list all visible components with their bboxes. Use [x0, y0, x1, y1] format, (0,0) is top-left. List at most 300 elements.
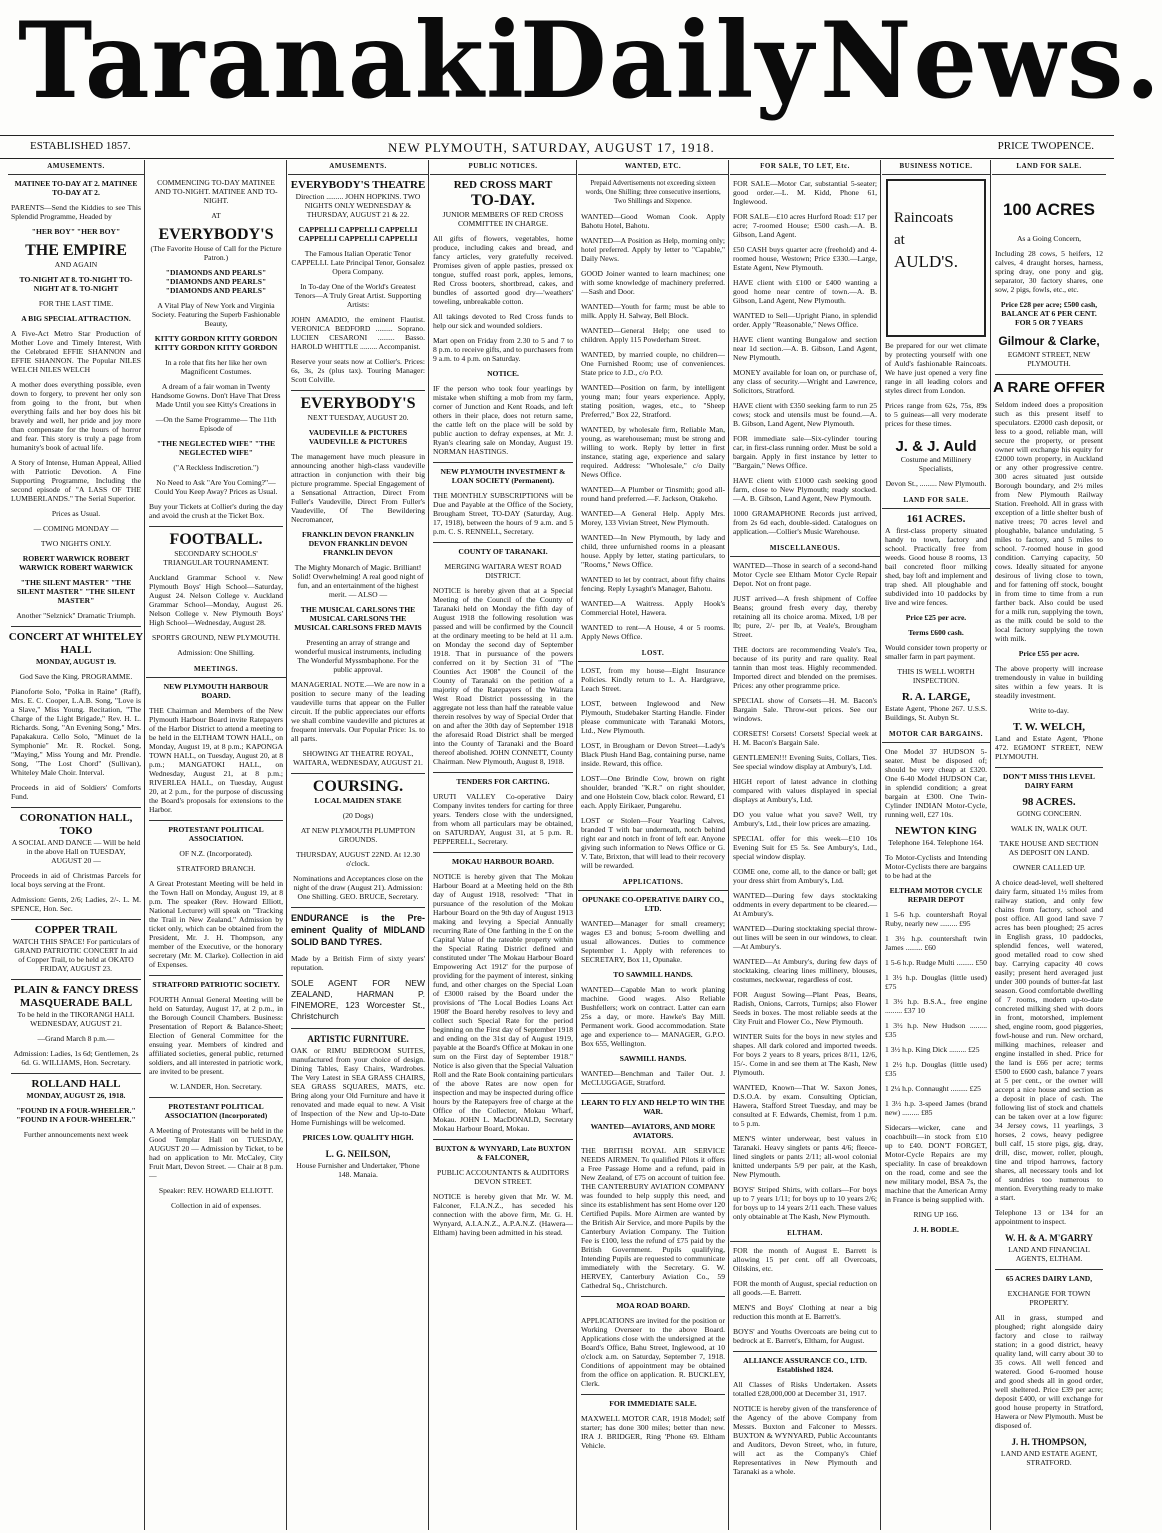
wanted-ad: WANTED—Good Woman Cook. Apply Bahotu Hotel, Bahotu. [581, 212, 725, 230]
raincoats-word: Raincoats [894, 210, 954, 226]
myss-text: Presenting an array of strange and wonderful musical instruments, including The Wonderful Myssmbaphone. For the public approval. [294, 638, 422, 674]
divider [11, 626, 141, 627]
divider [149, 975, 283, 976]
matinee-notice: MATINEE TO-DAY AT 2. MATINEE TO-DAY AT 2. [14, 179, 138, 197]
her-boy-title: "HER BOY" "HER BOY" [31, 227, 121, 236]
misc-ad: HIGH report of latest advance in clothing compared with values displayed in special displays at Ambury's, Ltd. [733, 777, 877, 804]
magic-text: The Mighty Monarch of Magic. Brilliant! Solid! Overwhelming! A real good night of fun, and an entertainment of the highest merit. — ALSO — [292, 563, 424, 599]
concert-note: Proceeds in aid of Soldiers' Comforts Fund. [11, 783, 141, 801]
protestant2-text: A Meeting of Protestants will be held in the Good Templar Hall on TUESDAY, AUGUST 20 — Admission by Ticket, to be had on application to Mr. McCaley, City Fruit Mart, Devon Street. — Chair at 8 p.m. — [149, 1126, 283, 1180]
mcgarry-name: W. H. & A. M'GARRY [1004, 1233, 1094, 1243]
sawmill-hands-title: SAWMILL HANDS. [619, 1054, 687, 1063]
column-header: BUSINESS NOTICE. [882, 160, 990, 175]
acres65-title: 65 ACRES DAIRY LAND, [1005, 1274, 1093, 1283]
grand-march: —Grand March 8 p.m.— [37, 1034, 115, 1043]
masthead-word-news: News. [820, 0, 1162, 122]
meetings-header: MEETINGS. [146, 663, 286, 678]
cappelli-names: CAPPELLI CAPPELLI CAPPELLI CAPPELLI CAPPELLI CAPPELLI [298, 225, 418, 243]
misc-header: MISCELLANEOUS. [730, 542, 880, 557]
misc-ad: CORSETS! Corsets! Corsets! Special week at H. M. Bacon's Bargain Sale. [733, 729, 877, 747]
harbour-title: NEW PLYMOUTH HARBOUR BOARD. [163, 682, 269, 700]
cycle-listing: 1 3½ h.p. 3-speed James (brand new) ......... £85 [885, 1099, 987, 1117]
write-today: Write to-day. [1029, 706, 1069, 715]
sports-ground: SPORTS GROUND, NEW PLYMOUTH. [152, 633, 280, 642]
misc-ad: THE doctors are recommending Veale's Tea, because of its purity and rare quality. Real tannin than most teas. Highly recommended. Imported direct and blended on the premises. Prices: any other programme price. [733, 645, 877, 690]
subscriptions-text: THE MONTHLY SUBSCRIPTIONS will be Due and Payable at the Office of the Society, Brougham Street, TO-DAY (Saturday, Aug. 17, 1918), between the hours of 9 a.m. and 5 p.m. C. S. RENNELL, Secretary. [433, 491, 573, 536]
exchange-text: All in grass, stumped and ploughed; right alongside dairy factory and close to railway station; in a good district, heavy quality land, will carry about 30 to 35 cows. All well fenced and watered. Good 6-roomed house and good sheds all in good order, well sheltered. Price £39 per acre; deposit £400, or will exchange for good house property in Stratford, Hawera or New Plymouth. Must be disposed of. [995, 1313, 1103, 1430]
divider [11, 979, 141, 980]
harbour-text: THE Chairman and Members of the New Plymouth Harbour Board invite Ratepayers of the Harbor District to attend a meeting to be held in the ELTHAM TOWN HALL, on Monday, August 19, at 8 p.m.; KAPONGA TOWN HALL, on Tuesday, August 20, at 8 p.m.; MANGATOKI HALL, on Wednesday, August 21, at 8 p.m.; RIVERLEA HALL, on Tuesday, August 20, at 2 p.m., for the purpose of discussing the Board's proposals for extensions to the Harbor. [149, 706, 283, 814]
divider [433, 1139, 573, 1140]
maxwell-text: MAXWELL MOTOR CAR, 1918 Model; self starter; has done 300 miles; better than new. IRA J. BRIDGER, Ring 'Phone 69. Eltham Vehicle. [581, 1414, 725, 1450]
neilson-name: L. G. NEILSON, [325, 1149, 391, 1159]
red-cross-title: RED CROSS MART [453, 179, 553, 191]
stratford-society: STRATFORD PATRIOTIC SOCIETY. [152, 980, 280, 989]
tonight-notice: TO-NIGHT AT 8. TO-NIGHT TO-NIGHT AT 8. TO-NIGHT [19, 275, 133, 293]
columns [8, 160, 1106, 1530]
football-title: FOOTBALL. [169, 531, 263, 548]
copper-trail-title: COPPER TRAIL [34, 924, 118, 936]
and-again: AND AGAIN [54, 260, 98, 269]
plumpton: AT NEW PLYMOUTH PLUMPTON GROUNDS. [300, 826, 416, 844]
waitara-showing: SHOWING AT THEATRE ROYAL, WAITARA, WEDNESDAY, AUGUST 21. [293, 749, 423, 767]
for-sale-ad: FOR SALE—Motor Car, substantial 5-seater; good order.—L. M. Kidd, Phone 61, Inglewood. [733, 179, 877, 206]
cycle-listing: 1 3½ h.p. King Dick ......... £25 [885, 1045, 980, 1054]
divider [581, 1394, 725, 1395]
notice-text: IF the person who took four yearlings by mistake when shifting a mob from my farm, corner of Junction and Kent Roads, and left others in their place, does not return same, the cattle left on the place will be sold by public auction to defray expenses, at Mr. J. Ryan's clearing sale on Monday, August 19. NORMAN HASTINGS. [433, 384, 573, 456]
merging-text: NOTICE is hereby given that at a Special Meeting of the Council of the County of Taranaki held on Monday the fifth day of August 1918 the following resolution was passed and will be confirmed by the Council at the ordinary meeting to be held at 11 a.m. on Monday the second day of September 1918. That in pursuance of the powers conferred on it by Section 31 of "The Counties Act 1908" the Council of the County of Taranaki on the petition of a majority of the Ratepayers of the Waitara West Road District possessing in the aggregate not less than half the rateable value therein resolves by way of Special Order that on and after the 30th day of September 1918 the aforesaid Road District shall be merged into the County of Taranaki and the Board thereof abolished. JOHN CONNETT, County Chairman. New Plymouth, August 8, 1918. [433, 586, 573, 766]
wanted-ad: WANTED—Youth for farm; must be able to milk. Apply H. Salway, Bell Block. [581, 302, 725, 320]
protestant-title: PROTESTANT POLITICAL ASSOCIATION. [168, 825, 264, 843]
notice-title: NOTICE. [487, 369, 519, 378]
column-public-notices [430, 160, 577, 1530]
alliance-text: All Classes of Risks Undertaken. Assets totalled £28,000,000 at December 31, 1917. [733, 1380, 877, 1398]
inspection-text: THIS IS WELL WORTH INSPECTION. [897, 667, 975, 685]
eltham-motor-title: ELTHAM MOTOR CYCLE REPAIR DEPOT [889, 886, 983, 904]
empire-title: THE EMPIRE [25, 242, 127, 259]
for-sale-ad: HAVE client with £1000 cash seeking good farm, close to New Plymouth; ready stocked.—A. B. Gibson, Land Agent, New Plymouth. [733, 476, 877, 503]
eltham-ad: MEN'S and Boys' Clothing at near a big reduction this month at E. Barrett's. [733, 1303, 877, 1321]
wanted-ad: WANTED—General Help; one used to children. Apply 115 Powderham Street. [581, 326, 725, 344]
lander-sec: W. LANDER, Hon. Secretary. [170, 1082, 262, 1091]
divider [291, 1028, 425, 1029]
benchman-text: WANTED—Benchman and Tailer Out. J. McCLUGGAGE, Stratford. [581, 1069, 725, 1087]
sidecars-text: Sidecars—wicker, cane and coachbuilt—in stock from £10 up to £40. DON'T FORGET, Motor-Cycle Repairs are my speciality. In case of breakdown on the road, come and see the new military model, BSA 7s, the machine that the American Army in France is being supplied with. [885, 1123, 987, 1204]
franklin-devon: FRANKLIN DEVON FRANKLIN DEVON FRANKLIN DEVON FRANKLIN DEVON [301, 530, 415, 557]
ring-text: RING UP 166. [913, 1210, 959, 1219]
protestant-text: A Great Protestant Meeting will be held in the Town Hall on Monday, August 19, at 8 p.m. The speaker (Rev. Howard Elliott, National Lecturer) will speak on "Tracking the Trail in New Zealand." Admission by ticket only, which can be obtained from the President, Mr. J. H. Thompson, any member of the Executive, or the honorary secretary (Mr. M. Clarke). Collection in aid of Expenses. [149, 879, 283, 969]
column-amusements-2 [146, 160, 287, 1530]
divider [581, 1296, 725, 1297]
coursing-title: COURSING. [312, 778, 404, 795]
for-sale-ad: FOR immediate sale—Six-cylinder touring car, in first-class running order. Must be sold a bargain. Apply in first instance by letter to "Bargain," News Office. [733, 434, 877, 470]
christmas-proceeds: Proceeds in aid of Christmas Parcels for local boys serving at the Front. [11, 871, 141, 889]
prices-low: PRICES LOW. QUALITY HIGH. [302, 1133, 414, 1142]
gilmour-clarke: Gilmour & Clarke, [998, 334, 1100, 348]
neilson-addr: House Furnisher and Undertaker, 'Phone 148. Manaia. [296, 1161, 420, 1179]
cycles-list [882, 910, 990, 1117]
neglected-wife: "THE NEGLECTED WIFE" "THE NEGLECTED WIFE" [156, 439, 276, 457]
wanted-ad: WANTED—A General Help. Apply Mrs. Morey, 133 Vivian Street, New Plymouth. [581, 509, 725, 527]
mokau-text: NOTICE is hereby given that The Mokau Harbour Board at a Meeting held on the 8th day of August 1918, resolved: "That in pursuance of the resolution of the Mokau Harbour Board on the 9th day of August 1913 making and levying a Special Annually recurring Rate of One farthing in the £ on the Capital Value of the rateable property within the Special Rating District defined and constituted under 'The Mokau Harbour Board Empowering Act 1912' for the purpose of providing for the payment of interest, sinking fund, and other charges on the Special Loan of £3000 raised by the Board under the provisions of 'The Local Bodies Loans Act 1908' the Board hereby resolves to levy and collect such Special Rate for the period beginning on the First day of September 1918 and ending on the 31st day of August 1919, payable at the Board's Office at Mokau in one sum on the First day of September 1918." Notice is also given that the Special Valuation Roll and the Rate Book containing particulars of the above Rates are now open for inspection and may be inspected during office hours by the Ratepayers free of charge at the Office of the Collector, Mokau Wharf, Mokau. JOHN L. MacDONALD, Secretary Mokau Harbour Board, Mokau. [433, 872, 573, 1133]
divider [149, 820, 283, 821]
county-title: COUNTY OF TARANAKI. [458, 547, 548, 556]
everybodys2-title: EVERYBODY'S [300, 395, 416, 412]
motor-header: MOTOR CAR BARGAINS. [882, 728, 990, 743]
favorite-house: (The Favorite House of Call for the Picture Patron.) [150, 244, 282, 262]
masthead [0, 0, 1162, 130]
sawmill-text: WANTED—Capable Man to work planing machine. Good wages. Also Reliable Bushfellers; work on contract. Latter can earn 25s a day, or more. Hawke's Bay Mill. Permanent work. Good accommodation. State age and experience to— MANAGER, G.P.O. Box 655, Wellington. [581, 985, 725, 1048]
thompson-address: LAND AND ESTATE AGENT, STRATFORD. [1000, 1449, 1098, 1467]
misc-ad: WANTED—During stocktaking special throw-out lines will be seen in our windows, to clear.—At Ambury's. [733, 924, 877, 951]
ball-admission: Admission: Ladies, 1s 6d; Gentlemen, 2s 6d. G. WILLIAMS, Hon. Secretary. [13, 1049, 139, 1067]
vaudeville-title: VAUDEVILLE & PICTURES VAUDEVILLE & PICTURES [308, 428, 408, 446]
prepaid-note: Prepaid Advertisements not exceeding sixteen words, One Shilling; three consecutive insertions, Two Shillings and Sixpence. [585, 180, 721, 205]
next-tuesday: NEXT TUESDAY, AUGUST 20. [307, 413, 409, 422]
collier-text: Buy your Tickets at Collier's during the day and avoid the crush at the Ticket Box. [149, 502, 283, 520]
divider [149, 1097, 283, 1098]
established-label: ESTABLISHED 1857. [30, 140, 131, 152]
column-header: AMUSEMENTS. [8, 160, 144, 175]
mcgarry-address: LAND AND FINANCIAL AGENTS, ELTHAM. [1008, 1245, 1090, 1263]
wanted-ad: WANTED—A Waitress. Apply Hook's Commercial Hotel, Hawera. [581, 599, 725, 617]
divider [995, 374, 1103, 375]
moa-text: APPLICATIONS are invited for the position or Working Overseer to the above Board. Applications close with the undersigned at the Board's Office, Bahu Street, Inglewood, at 10 o'clock a.m. on Saturday, September 7, 1918. Conditions of appointment may be obtained from the office on application. R. BUCKLEY, Clerk. [581, 1316, 725, 1388]
uruti-text: URUTI VALLEY Co-operative Dairy Company invites tenders for carting for three years. Tenders close with the undersigned, from whom all particulars may be obtained, on SATURDAY, August 31, at 5 p.m. R. PEPPERELL, Secretary. [433, 792, 573, 846]
lost-ad: LOST, from my house—Eight Insurance Policies. Kindly return to L. A. Hardgrave, Leach Street. [581, 666, 725, 693]
collection: Collection in aid of expenses. [170, 1201, 262, 1210]
british-firm: Made by a British Firm of sixty years' reputation. [291, 954, 425, 972]
operatic-text: The Famous Italian Operatic Tenor CAPPELLI. Late Principal Tenor, Gonsalez Opera Company. [291, 249, 425, 276]
divider [995, 1269, 1103, 1270]
silent-master: "THE SILENT MASTER" "THE SILENT MASTER" "THE SILENT MASTER" [16, 578, 136, 605]
column-for-sale [730, 160, 881, 1530]
including-text: Including 28 cows, 5 heifers, 12 calves, 4 draught horses, harness, spring dray, one pony and gig, separator, 30 factory shares, one sow, 2 pigs, fowls, etc., etc. [995, 249, 1103, 294]
eltham-ad: FOR the month of August E. Barrett is allowing 15 per cent. off all Overcoats, Oilskins, etc. [733, 1246, 877, 1273]
column-header: FOR SALE, TO LET, Etc. [730, 160, 880, 175]
theatre-title: EVERYBODY'S THEATRE [290, 179, 426, 191]
misc-ad: WANTED, Known—That W. Saxon Jones, D.S.O.A. by exam. Consulting Optician, Hawera, Stafford Street Tuesday, and may be consulted at F. Edwards, Chemist, from 1 p.m. to 5 p.m. [733, 1083, 877, 1128]
column-header: AMUSEMENTS. [288, 160, 428, 175]
copper-trail-text: WATCH THIS SPACE! For particulars of GRAND PATRIOTIC CONCERT In aid of Copper Trail, to be held at OKATO FRIDAY, AUGUST 23. [12, 937, 140, 973]
rare-offer-text: Seldom indeed does a proposition such as this present itself to speculators. £2000 cash deposit, or less to a good, reliable man, will secure the property, or present owner will exchange his equity for £2000 town property, in Auckland or any other progressive centre. 300 acres situated just outside Borough boundary, and 2½ miles from New Plymouth Railway Station. Freehold. All in grass with exception of a little shelter bush of native trees; 70 acres level and ploughable, balance undulating. 5 miles to factory, and 5 miles to school. 7-roomed house in good condition. Carrying capacity, 50 cows. Ideally situated for anyone desirous of living close to town, and for fattening off stock, bought in from time to time from a run farther back. Also could be used for a milk run, supplying the town, as the milk could be sold to the local factory supplying the town with milk. [995, 400, 1103, 643]
estate-text: Estate Agent, 'Phone 267. U.S.S. Buildings, St. Aubyn St. [885, 704, 987, 722]
acres100-title: 100 ACRES [1003, 200, 1095, 219]
warwick-names: ROBERT WARWICK ROBERT WARWICK ROBERT WARWICK [18, 554, 134, 572]
for-sale-ad: MONEY available for loan on, or purchase of, any class of security.—Wright and Lawrence, Solicitors, Stratford. [733, 368, 877, 395]
rolland-date: MONDAY, AUGUST 26, 1918. [26, 1091, 126, 1100]
for-sale-ad: £50 CASH buys quarter acre (freehold) and 4-roomed house, Westown; Price £330.—Large, Estate Agent, New Plymouth. [733, 245, 877, 272]
protestant-nz: OF N.Z. (Incorporated). [179, 849, 253, 858]
cycle-listing: 1 5-6 h.p. countershaft Royal Ruby, nearly new ......... £95 [885, 910, 987, 928]
cycle-listing: 1 2¼ h.p. Connaught ......... £25 [885, 1084, 981, 1093]
same-programme: —On the Same Programme— The 11th Episode of [155, 415, 277, 433]
acres98-title: 98 ACRES. [1022, 796, 1076, 808]
divider [11, 807, 141, 808]
commencing-notice: COMMENCING TO-DAY MATINEE AND TO-NIGHT. MATINEE AND TO-NIGHT. [154, 178, 278, 205]
buxton-text: NOTICE is hereby given that Mr. W. M. Falconer, F.I.A.N.Z., has seceded his connection with the above firm, Mr. G. H. Wynyard, A.I.A.N.Z., A.P.A.N.Z. (Hawera—Eltham) having been admitted in his stead. [433, 1192, 573, 1237]
exchange-title: EXCHANGE FOR TOWN PROPERTY. [1007, 1289, 1091, 1307]
take-house: TAKE HOUSE AND SECTION AS DEPOSIT ON LAND. [999, 839, 1099, 857]
divider [149, 526, 283, 527]
misc-ad: BOYS' Striped Shirts, with collars—For boys up to 7 years 1/11; for boys up to 10 years 2/6; for boys up to 14 years 2/11 each. These values only obtainable at The Kash, New Plymouth. [733, 1185, 877, 1221]
price-label: PRICE TWOPENCE. [997, 140, 1094, 152]
aviation-text: THE BRITISH ROYAL AIR SERVICE NEEDS AIRMEN. To qualified Pilots it offers a Free Passage Home and a refund, paid in New Zealand, of £75 on account of tuition fee. THE CANTERBURY AVIATION COMPANY was founded to help supply this need, and since its establishment has sent Home over 120 Certified Pupils. More Airmen are wanted by the British Air Service, and more Pupils by the Canterbury Aviation Company. The Tuition Fee is £100, less the refund of £75 paid by the British Government. Pupils qualifying, Intending Pupils are requested to communicate immediately with the Secretary. G. W. HERVEY, Canterbury Aviation Co., 59 Cathedral Sq., Christchurch. [581, 1146, 725, 1290]
telephone: Telephone 164. Telephone 164. [888, 838, 984, 847]
column-header: PUBLIC NOTICES. [430, 160, 576, 175]
divider [733, 1351, 877, 1352]
jj-auld: J. & J. Auld [895, 438, 977, 455]
reserve-text: Reserve your seats now at Collier's. Prices: 6s, 3s, 2s (plus tax). Touring Manager: Scott Colville. [291, 357, 425, 384]
for-sale-ad: HAVE client wanting Bungalow and section near 1d section.—A. B. Gibson, Land Agent, New Plymouth. [733, 335, 877, 362]
divider [995, 767, 1103, 768]
aviators-title: WANTED—AVIATORS, AND MORE AVIATORS. [590, 1122, 716, 1140]
lost-ad: LOST, in Brougham or Devon Street—Lady's Black Plush Hand Bag, containing purse, name inside. Reward, this office. [581, 741, 725, 768]
concert-title: CONCERT AT WHITELEY HALL [8, 631, 144, 656]
protestant2-title: PROTESTANT POLITICAL ASSOCIATION (Incorporated) [164, 1102, 268, 1120]
devon-address: Devon St., ......... New Plymouth. [885, 479, 987, 488]
story-text: A mother does everything possible, even down to forgery, to prevent her only son from going to the front, but when everything fails and her boy does his bit bravely and well, her pride and joy more than compensate for the hours of horror and fear. This story is truly a page from humanity's book of actual life. [11, 380, 141, 452]
role-text: In a role that fits her like her own Magnificent Costumes. [165, 358, 267, 376]
egmont-address: EGMONT STREET, NEW PLYMOUTH. [1007, 350, 1091, 368]
coronation-admission: Admission: Gents, 2/6; Ladies, 2/-. L. M. SPENCE, Hon. Sec. [11, 895, 141, 913]
alliance-title: ALLIANCE ASSURANCE CO., LTD. Established 1824. [743, 1356, 867, 1374]
wanted-ad: WANTED to let by contract, about fifty chains fencing. Reply Lysaght's Manager, Bahotu. [581, 575, 725, 593]
kitty-gordon: KITTY GORDON KITTY GORDON KITTY GORDON KITTY GORDON [154, 334, 278, 352]
investment-title: NEW PLYMOUTH INVESTMENT & LOAN SOCIETY (Permanent). [440, 467, 566, 485]
hudson-text: One Model 37 HUDSON 5-seater. Must be disposed of; should be very cheap at £320. One 6-40 Model HUDSON Car, in splendid condition; a great bargain at £300. One Twin-Cylinder INDIAN Motor-Cycle, running well, £27 10s. [885, 747, 987, 819]
prices-usual: Prices as Usual. [51, 509, 101, 518]
coming-monday: — COMING MONDAY — [33, 524, 119, 533]
wanted-ad: WANTED—Position on farm, by intelligent young man; four years experience. Apply, stating position, wages, etc., to "Sheep Preferred," Box 22, Stratford. [581, 383, 725, 419]
attraction-notice: A BIG SPECIAL ATTRACTION. [21, 314, 131, 323]
buxton-title: BUXTON & WYNYARD, Late BUXTON & FALCONER, [435, 1144, 571, 1162]
fly-title: LEARN TO FLY AND HELP TO WIN THE WAR. [581, 1098, 725, 1116]
stratford-branch: STRATFORD BRANCH. [176, 864, 256, 873]
wanted-ad: WANTED to rent—A House, 4 or 5 rooms. Apply News Office. [581, 623, 725, 641]
cycle-listing: 1 2½ h.p. Douglas (little used) £35 [885, 1060, 987, 1078]
eltham-ad: BOYS' and Youths Overcoats are being cut to bedrock at E. Barrett's, Eltham, for August. [733, 1327, 877, 1345]
owner-called: OWNER CALLED UP. [1012, 863, 1086, 872]
eltham-ad: FOR the month of August, special reduction on all goods.—E. Barrett. [733, 1279, 877, 1297]
social-dance: A SOCIAL AND DANCE — Will be held in the above Hall on TUESDAY, AUGUST 20 — [11, 838, 141, 865]
supporting-artists: JOHN AMADIO, the eminent Flautist. VERONICA BEDFORD ......... Soprano. LUCIEN CESARONI ......... Basso. HAROLD WHITTLE ......... Accompanist. [291, 315, 425, 351]
terms: Terms £600 cash. [908, 628, 964, 637]
at-word: at [894, 232, 905, 248]
price25: Price £25 per acre. [905, 613, 967, 622]
cycle-listing: 1 5-6 h.p. Rudge Multi ......... £50 [885, 958, 987, 967]
dream-text: A dream of a fair woman in Twenty Handsome Gowns. Don't Have That Dress Made Until you see Kitty's Creations in [151, 382, 281, 409]
for-sale-ad: FOR SALE—£10 acres Hurford Road: £17 per acre; 7-roomed House; £500 cash.—A. B. Gibson, Land Agent. [733, 212, 877, 239]
land-sale-header: LAND FOR SALE. [882, 494, 990, 509]
column-amusements-1 [8, 160, 145, 1530]
dont-miss: DON'T MISS THIS LEVEL DAIRY FARM [1003, 772, 1095, 790]
divider [11, 919, 141, 920]
divider [581, 1093, 725, 1094]
sawmill-title: TO SAWMILL HANDS. [613, 970, 693, 979]
wanted-ad: WANTED, by married couple, no children—One Furnished Room; use of conveniences. State price to J.D., c/o P.O. [581, 350, 725, 377]
going-concern: As a Going Concern, [1016, 234, 1082, 243]
parents-notice: PARENTS—Send the Kiddies to see This Splendid Programme, Headed by [11, 203, 141, 221]
ask-text: No Need to Ask "Are You Coming?"— Could You Keep Away? Prices as Usual. [154, 478, 278, 496]
consider-text: Would consider town property or smaller farm in part payment. [885, 643, 987, 661]
misc-ad: WANTED—At Ambury's, during few days of stocktaking, clearing lines millinery, blouses, costumes, neckwear, regardless of cost. [733, 957, 877, 984]
land-text: A first-class property situated handy to town, factory and school. Practically free from weeds. Good house 8 rooms, 13 bail concreted floor milking shed, bay loft and implement and trap shed. All ploughable and subdivided into 10 paddocks by live and wire fences. [885, 526, 987, 607]
misc-ad: FOR August Sowing—Plant Peas, Beans, Radish, Onions, Carrots, Turnips; also Flower Seeds in boxes. The most reliable seeds at the City Fruit and Flower Co., New Plymouth. [733, 990, 877, 1026]
wanted-ad: GOOD Joiner wanted to learn machines; one with some knowledge of machinery preferred.—Sash and Door. [581, 269, 725, 296]
raincoat-prices: Prices range from 62s, 75s, 89s to 5 guineas—all very moderate prices for these times. [885, 401, 987, 428]
eltham-list [730, 1246, 880, 1345]
nominations: Nominations and Acceptances close on the night of the draw (August 21). Admission: One Shilling. GEO. BRUCE, Secretary. [292, 874, 424, 901]
prepared-text: Be prepared for our wet climate by protecting yourself with one of Auld's fashionable Raincoats. We have just opened a very fine range in all leading colors and styles direct from London. [885, 341, 987, 395]
featuring-text: A Vital Play of New York and Virginia Society. Featuring the Superb Fashionable Beauty, [151, 301, 281, 328]
everybodys-title: EVERYBODY'S [158, 226, 274, 243]
column-amusements-3 [288, 160, 429, 1530]
mart-text: Mart open on Friday from 2.30 to 5 and 7 to 8 p.m. to receive gifts, and to purchasers from 9 a.m. to 4 p.m. on Saturday. [433, 336, 573, 363]
misc-ad: SPECIAL offer for this week—£10 10s Evening Suit for £5 5s. See Ambury's, Ltd., special window display. [733, 834, 877, 861]
eltham-header: ELTHAM. [730, 1227, 880, 1242]
wanted-ad: WANTED—A Position as Help, morning only; hotel preferred. Apply by letter to "Capable," Daily News. [581, 236, 725, 263]
walk-in: WALK IN, WALK OUT. [1010, 824, 1088, 833]
misc-list [730, 561, 880, 1221]
coursing-date: THURSDAY, AUGUST 22ND. At 12.30 o'clock. [295, 850, 421, 868]
for-sale-ad: WANTED to Sell—Upright Piano, in splendid order. Apply "Reasonable," News Office. [733, 311, 877, 329]
thompson-name: J. H. THOMPSON, [1011, 1437, 1087, 1447]
diamonds-title: "DIAMONDS AND PEARLS" "DIAMONDS AND PEARLS" "DIAMONDS AND PEARLS" [165, 268, 267, 295]
welch-address: Land and Estate Agent, 'Phone 472. EGMONT STREET, NEW PLYMOUTH. [995, 734, 1103, 761]
column-header: WANTED, ETC. [578, 160, 728, 175]
masquerade-title: PLAIN & FANCY DRESS MASQUERADE BALL [13, 984, 139, 1009]
misc-ad: COME one, come all, to the dance or ball; get your dress shirt from Ambury's, Ltd. [733, 867, 877, 885]
maiden-stake: LOCAL MAIDEN STAKE [314, 796, 402, 805]
column-land-sale [992, 160, 1106, 1530]
divider [433, 852, 573, 853]
raincoats-ad [886, 179, 986, 337]
four-wheeler: "FOUND IN A FOUR-WHEELER." "FOUND IN A FOUR-WHEELER." [16, 1106, 136, 1124]
divider [433, 542, 573, 543]
one-shilling: Admission: One Shilling. [177, 648, 255, 657]
divider [291, 390, 425, 391]
artistic-title: ARTISTIC FURNITURE. [307, 1034, 409, 1044]
aulds-word: AULD'S. [894, 252, 958, 271]
dateline [0, 135, 1114, 159]
welch-name: T. W. WELCH, [1012, 721, 1086, 733]
misc-ad: DO you value what you save? Well, try Ambury's, Ltd., their low prices are amazing. [733, 810, 877, 828]
furniture-text: OAK or RIMU BEDROOM SUITES, manufactured from your choice of design. Dining Tables, Easy Chairs, Wardrobes. The Very Latest in SEA GRASS CHAIRS, SEA GRASS SQUARES, MATS, etc. Bring along your Old Furniture and have it renovated and made equal to new. A Visit of Inspection of the New and Up-to-Date Home Furnishings will be welcomed. [291, 1046, 425, 1127]
lost-header: LOST. [578, 647, 728, 662]
theatre-direction: Direction ......... JOHN HOPKINS. TWO NIGHTS ONLY WEDNESDAY & THURSDAY, AUGUST 21 & 22. [295, 192, 421, 219]
metro-notice: A Five-Act Metro Star Production of Mother Love and Timely Interest, With the Celebrated EFFIE SHANNON and EFFIE SHANNON. The Popular NILES WELCH NILES WELCH [11, 329, 141, 374]
tenders-title: TENDERS FOR CARTING. [456, 777, 550, 786]
for-sale-ad: HAVE client with £350 seeking farm to run 25 cows; stock and utensils must be found.—A. B. Gibson, Land Agent, New Plymouth. [733, 401, 877, 428]
wanted-ad: WANTED—A Plumber or Tinsmith; good all-round hand preferred.—F. Jackson, Otakeho. [581, 485, 725, 503]
costume-text: Costume and Millinery Specialists, [900, 455, 972, 473]
accountants: PUBLIC ACCOUNTANTS & AUDITORS DEVON STREET. [437, 1168, 569, 1186]
rolland-title: ROLLAND HALL [31, 1078, 121, 1090]
wanted-list [578, 212, 728, 641]
secondary-schools: SECONDARY SCHOOLS' TRIANGULAR TOURNAMENT. [163, 549, 269, 567]
greatest-text: In To-day One of the World's Greatest Tenors—A Truly Great Artist. Supporting Artists: [294, 282, 422, 309]
masthead-word-taranaki: Taranaki [18, 0, 526, 122]
misc-ad: WANTED—Those in search of a second-hand Motor Cycle see Eltham Motor Cycle Repair Depot. Not on front page. [733, 561, 877, 588]
moa-title: MOA ROAD BOARD. [616, 1301, 690, 1310]
two-nights: TWO NIGHTS ONLY. [40, 539, 112, 548]
dogs-count: (20 Dogs) [342, 811, 374, 820]
mokau-title: MOKAU HARBOUR BOARD. [452, 857, 554, 866]
divider [11, 1073, 141, 1074]
cycle-listing: 1 3½ h.p. countershaft twin James ......... £60 [885, 934, 987, 952]
merging-title: MERGING WAITARA WEST ROAD DISTRICT. [444, 562, 562, 580]
alliance-notice: NOTICE is hereby given of the transference of the Agency of the above Company from Messrs. Buxton and Falconer to Messrs. BUXTON & WYNYARD, Public Accountants and Auditors, Devon Street, who, in future, will act as the Company's Chief Representatives in New Plymouth and Taranaki as a whole. [733, 1404, 877, 1476]
sole-agent: SOLE AGENT FOR NEW ZEALAND, HARMAN P. FINEMORE, 123 Worcester St., Christchurch [291, 978, 425, 1021]
misc-ad: WANTED—During few days stocktaking oddments in every department to be cleared.—At Ambury's. [733, 891, 877, 918]
reckless: ("A Reckless Indiscretion.") [173, 463, 259, 472]
tournament-fixtures: Auckland Grammar School v. New Plymouth Boys' High School—Saturday, August 24. Nelson College v. Auckland Grammar School—Monday, August 26. Nelson College v. New Plymouth Boys' High School—Wednesday, August 28. [149, 573, 283, 627]
gifts-text: All gifts of flowers, vegetables, home produce, including cakes and bread, and fancy articles, very gratefully received. Promises given of apple pasties, pressed ox tongue, stuffed roast pork, apples, lemons, Red Cross booters, shortbread, cakes, and bundles of assorted good dry—'weathers' toweling, unbreakable cotton. [433, 234, 573, 306]
above-text: The above property will increase tremendously in value in building sites within a few years. It is steadily investment. [995, 664, 1103, 700]
selznick: Another "Selznick" Dramatic Triumph. [16, 611, 136, 620]
vaudeville-text: The management have much pleasure in announcing another high-class vaudeville attraction in conjunction with their big picture programme. Special Engagement of a Sensational Attraction, Direct From Fuller's Vaudeville, Direct From Fuller's Vaudeville, Of The Bewildering Necromancer, [291, 452, 425, 524]
divider [291, 773, 425, 774]
endurance-ad: ENDURANCE is the Pre-eminent Quality of MIDLAND SOLID BAND TYRES. [291, 913, 425, 947]
telephone-text: Telephone 13 or 134 for an appointment to inspect. [995, 1208, 1103, 1226]
dairy-text: A choice dead-level, well sheltered dairy farm, situated 1½ miles from railway station, and only few chains from factory, school and post office. All good land save 7 acres has been ploughed; 25 acres in English grass, 10 paddocks, splendid fences, well watered, good metalled road to cow shed bay. Carrying capacity 40 cows easily; present herd averaged just under 300 pounds of butter-fat last season. Good comfortable dwelling of 7 rooms, modern up-to-date concreted milking shed with doors in front, motorshed, implement shed, engine room, good piggeries, fowl-house and run. New orchard, milking machines, releaser and engine installed in shed. Price for the land is £66 per acre; terms £500 to £600 cash, balance 7 years at 5 per cent., or the owner will accept a nice house and section as a deposit in place of cash. The following list of stock and chattels can be taken over at a low figure: 34 Jersey cows, 11 yearlings, 3 horses, 2 cows, heavy pedigree bull calf, 15 store pigs, gig, dray, drill, disc, mower, roller, plough, tine and tripod harrows, factory shares, all necessary tools and lot of sundries too numerous to mention. Everything ready to make a start. [995, 878, 1103, 1202]
speaker: Speaker: REV. HOWARD ELLIOTT. [158, 1186, 274, 1195]
misc-ad: GENTLEMEN!!! Evening Suits, Collars, Ties. See special window display at Ambury's, Ltd. [733, 753, 877, 771]
column-business [882, 160, 991, 1530]
next-week: Further announcements next week [23, 1130, 129, 1139]
applications-header: APPLICATIONS. [578, 876, 728, 891]
misc-ad: SPECIAL show of Corsets—H. M. Bacon's Bargain Sale. Throw-out prices. See our windows. [733, 696, 877, 723]
misc-ad: MEN'S winter underwear, best values in Taranaki. Heavy singlets or pants 4/6; fleece-lined singlets or pants 2/11; all-wool colonial knitted underpants 5/9 per pair, at the Kash, New Plymouth. [733, 1134, 877, 1179]
cyclists-text: To Motor-Cyclists and Intending Motor-Cyclists there are bargains to be had at the [885, 853, 987, 880]
cycle-listing: 1 3½ h.p. B.S.A., free engine ......... £37 10 [885, 997, 987, 1015]
column-wanted [578, 160, 729, 1530]
lost-list [578, 666, 728, 870]
last-time: FOR THE LAST TIME. [38, 299, 114, 308]
lost-ad: LOST, between Inglewood and New Plymouth, Studebaker Starting Handle. Finder please communicate with Taranaki Motors, Ltd., New Plymouth. [581, 699, 725, 735]
place-date: NEW PLYMOUTH, SATURDAY, AUGUST 17, 1918. [388, 140, 715, 155]
lost-ad: LOST or Stolen—Four Yearling Calves, branded T with bar underneath, notch behind right ear and notch in front of left ear. Anyone giving such information to News Office or G. V. Tate, Brixton, that will lead to their recovery will be rewarded. [581, 816, 725, 870]
immediate-title: FOR IMMEDIATE SALE. [609, 1399, 697, 1408]
forsale-list [730, 179, 880, 536]
price55: Price £55 per acre. [1018, 649, 1080, 658]
misc-ad: WINTER Suits for the boys in new styles and shapes. All dark colored and imported tweeds. For boys 2 years to 8 years, prices 8/11, 12/6, 15/-. Come in and see them at The Kash, New Plymouth. [733, 1032, 877, 1077]
opunake-title: OPUNAKE CO-OPERATIVE DAIRY CO., LTD. [582, 895, 724, 913]
for-sale-ad: HAVE client with £100 or £400 wanting a good home near centre of town.—A. B. Gibson, Land Agent, New Plymouth. [733, 278, 877, 305]
masthead-word-daily: Daily [520, 0, 816, 122]
divider [433, 772, 573, 773]
acres161-title: 161 ACRES. [906, 513, 966, 525]
rare-offer-title: A RARE OFFER [993, 379, 1105, 396]
coronation-title: CORONATION HALL, TOKO [19, 812, 133, 837]
fourth-meeting: FOURTH Annual General Meeting will be held on Saturday, August 17, at 2 p.m., in the Borough Council Chambers. Business: Presentation of Report & Balance-Sheet; Election of General Committee for the ensuing year. Members of kindred and affiliated societies, general public, returned soldiers, and all interested in patriotic work, are invited to be present. [149, 995, 283, 1076]
column-header: LAND FOR SALE. [992, 160, 1106, 175]
managerial-note: MANAGERIAL NOTE.—We are now in a position to secure many of the leading vaudeville turns that appear on the Fuller circuit. If the public appreciates our efforts we shall combine vaudeville and pictures at frequent intervals. Our Popular Price: 1s. to all parts. [291, 680, 425, 743]
misc-ad: JUST arrived—A fresh shipment of Coffee Beans; ground fresh every day, thereby retaining all its choice aroma. Mixed, 1/8 per lb; pure, 2/- per lb, at Veale's, Brougham Street. [733, 594, 877, 639]
cycle-listing: 1 3½ h.p. Douglas (little used) £75 [885, 973, 987, 991]
takings-text: All takings devoted to Red Cross funds to help our sick and wounded soldiers. [433, 312, 573, 330]
divider [291, 907, 425, 908]
lost-ad: LOST—One Brindle Cow, brown on right shoulder, branded "K.R." on right shoulder, and one Holstein Cow, black color. Reward, £1 each. Apply Eirikaer, Pungarehu. [581, 774, 725, 810]
at-label: AT [211, 211, 221, 220]
king-programme: God Save the King. PROGRAMME. [19, 672, 133, 681]
carlsons: THE MUSICAL CARLSONS THE MUSICAL CARLSONS THE MUSICAL CARLSONS FRED MAVIS [294, 605, 422, 632]
wanted-ad: WANTED, by wholesale firm, Reliable Man, young, as warehouseman; must be strong and willing to work. Reply by letter in first instance, stating age, experience and salary required. Address: "Wholesale," c/o Daily News Office. [581, 425, 725, 479]
serial-text: A Story of Intense, Human Appeal, Allied with Patriotic Devotion. A Fine Supporting Programme, Including the second episode of "A LASS OF THE LUMBERLANDS." The Serial Superior. [11, 458, 141, 503]
cycle-listing: 1 3½ h.p. New Hudson ......... £35 [885, 1021, 987, 1039]
junior-members: JUNIOR MEMBERS OF RED CROSS COMMITTEE IN CHARGE. [442, 210, 564, 228]
